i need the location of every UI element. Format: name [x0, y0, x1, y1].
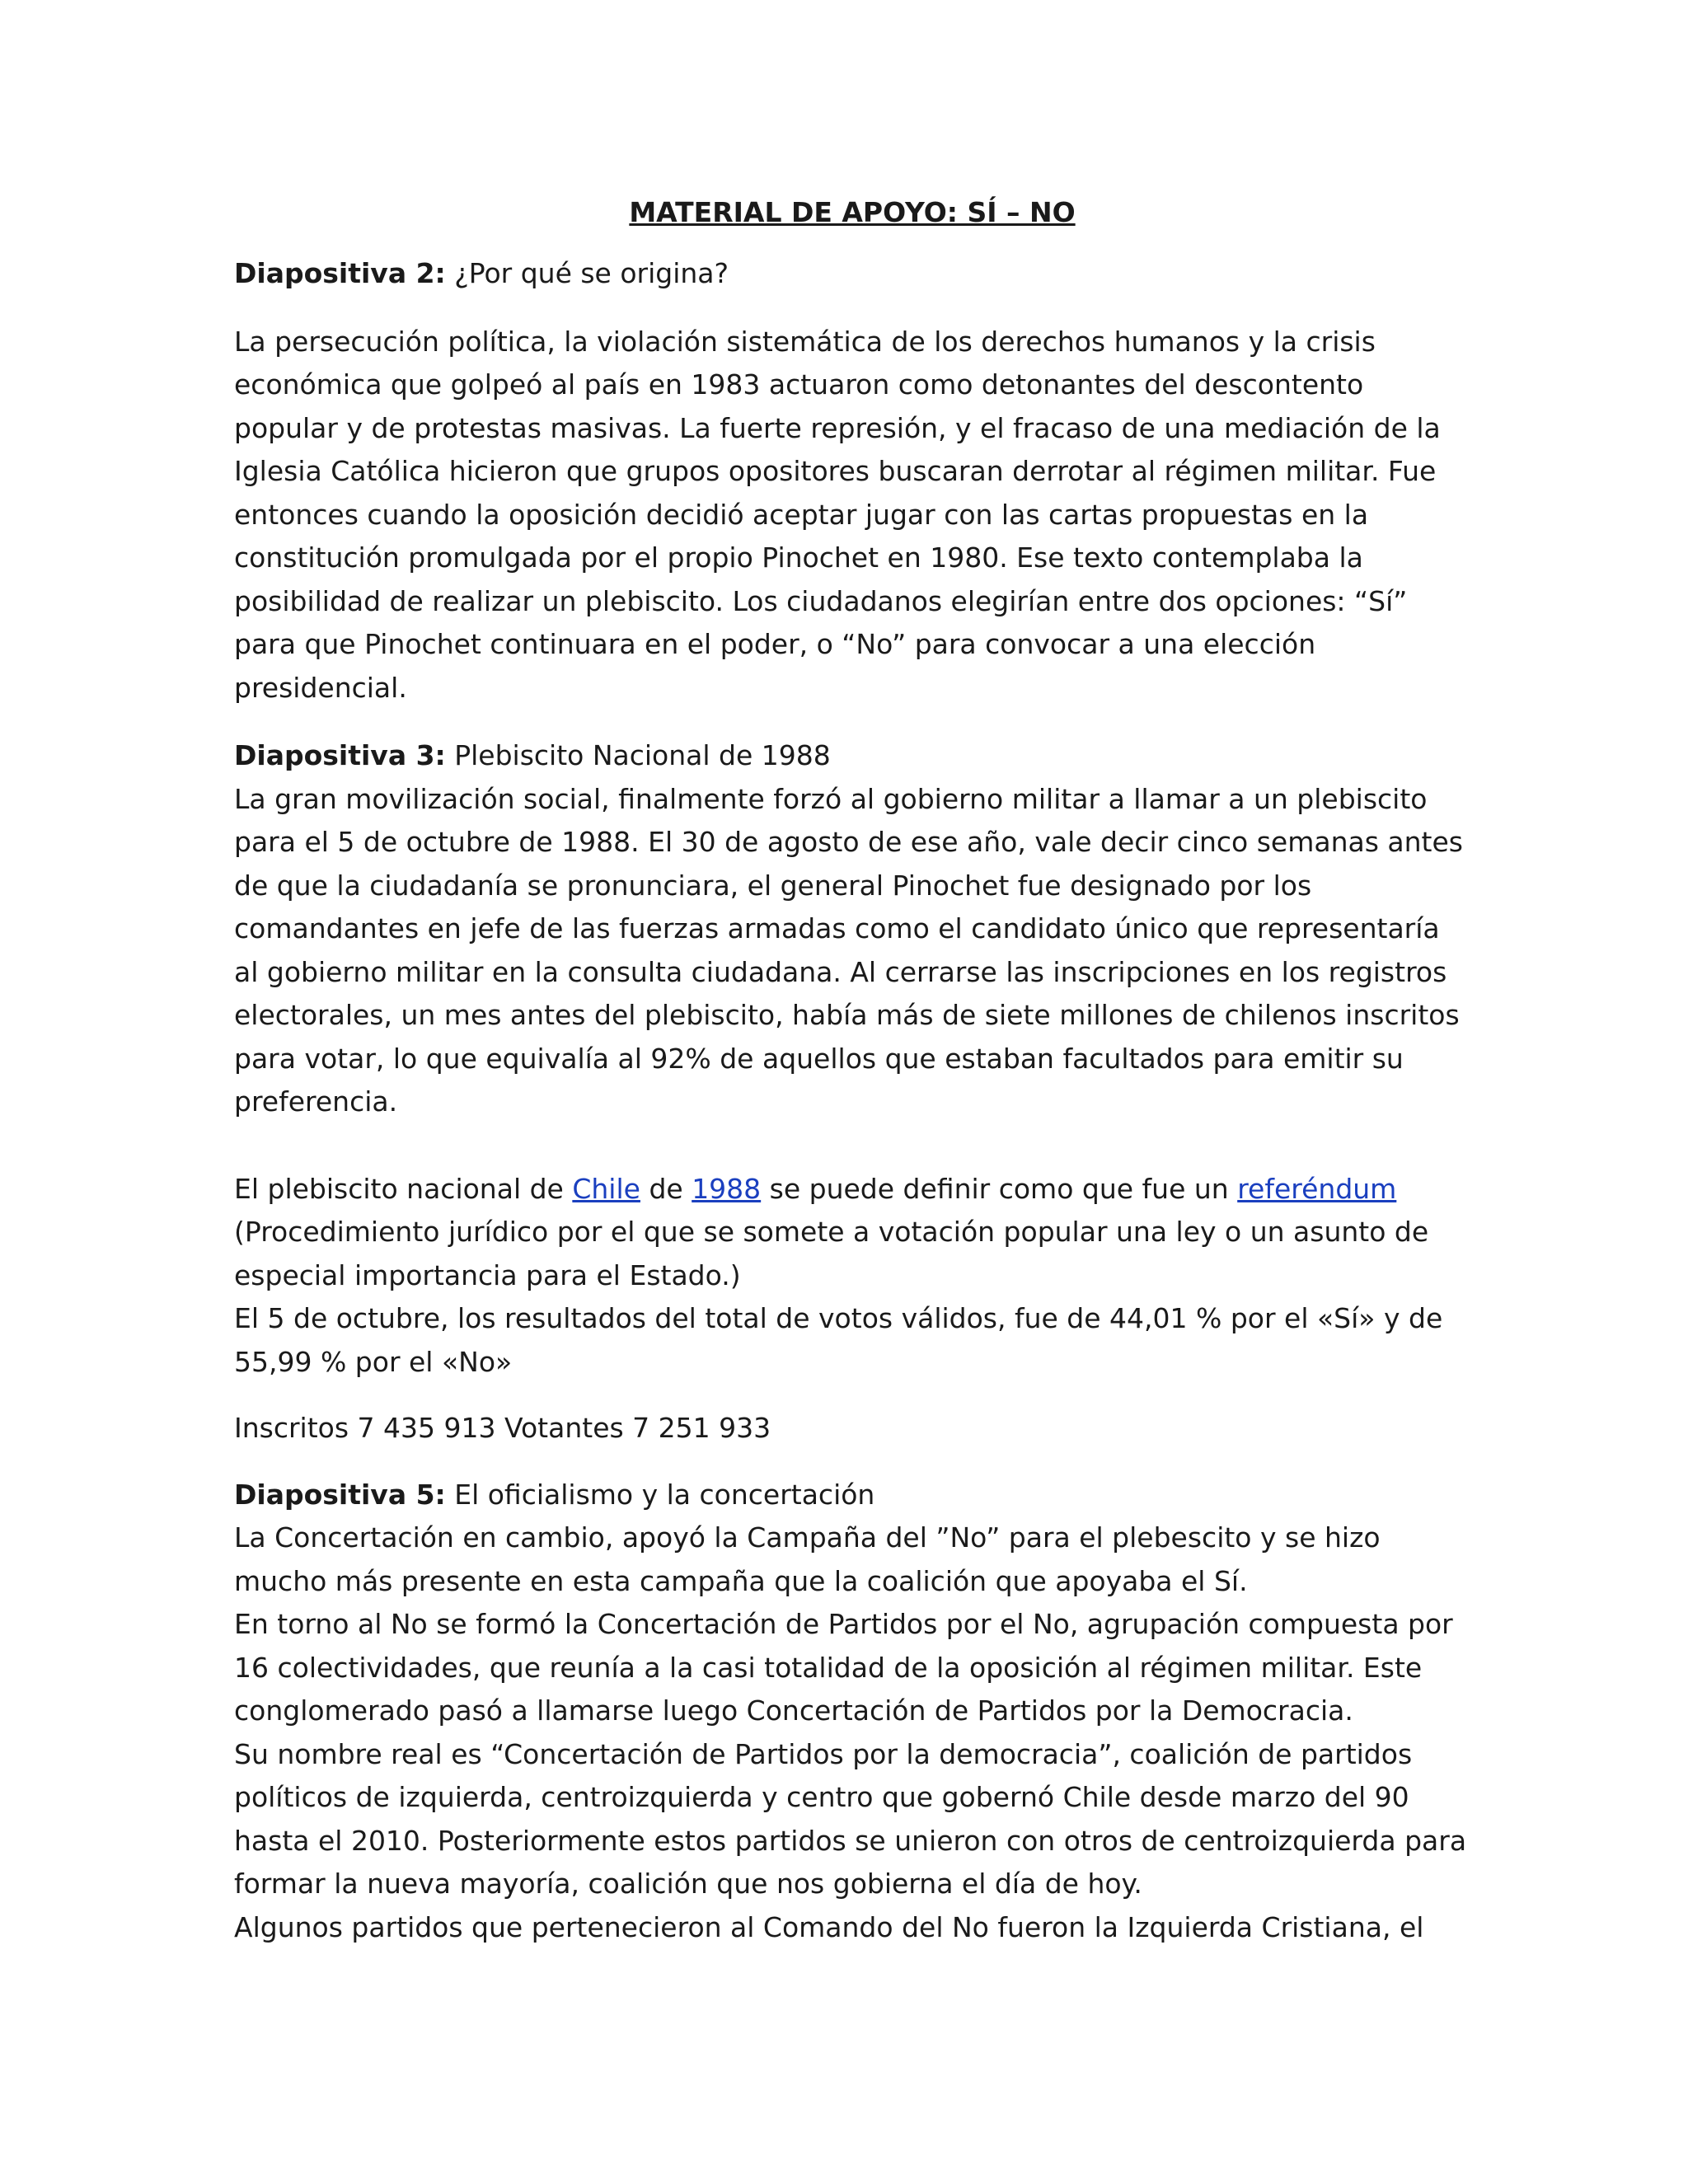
document-title: MATERIAL DE APOYO: SÍ – NO — [629, 196, 1076, 228]
slide3-label: Diapositiva 3: — [234, 739, 446, 771]
link-referendum[interactable]: referéndum — [1237, 1172, 1397, 1205]
definition-text-1: El plebiscito nacional de — [234, 1172, 573, 1205]
document-page — [234, 191, 1470, 1949]
definition-paragraph — [234, 1168, 1470, 1298]
results-paragraph: El 5 de octubre, los resultados del total de votos válidos, fue de 44,01 % por el «Sí» y de 55,99 % por el «No» — [234, 1302, 1443, 1378]
slide3-heading-text: Plebiscito Nacional de 1988 — [445, 739, 831, 771]
slide3-body: La gran movilización social, finalmente forzó al gobierno militar a llamar a un plebiscito para el 5 de octubre de 1988. El 30 de agosto de ese año, vale decir cinco semanas antes de que la ciudadanía se pronunciara, el general Pinochet fue designado por los comandantes en jefe de las fuerzas armadas como el candidato único que representaría al gobierno militar en la consulta ciudadana. Al cerrarse las inscripciones en los registros electorales, un mes antes del plebiscito, había más de siete millones de chilenos inscritos para votar, lo que equivalía al 92% de aquellos que estaban facultados para emitir su preferencia. — [234, 782, 1463, 1118]
slide5-paragraph-4: Algunos partidos que pertenecieron al Comando del No fueron la Izquierda Cristiana, el — [234, 1910, 1424, 1943]
slide5-paragraph-2: En torno al No se formó la Concertación de Partidos por el No, agrupación compuesta por 16 colectividades, que reunía a la casi totalidad de la oposición al régimen militar. Este conglomerado pasó a llamarse luego Concertación de Partidos por la Democracia. — [234, 1608, 1453, 1727]
definition-text-3: se puede definir como que fue un — [761, 1172, 1238, 1205]
slide5-heading — [234, 1474, 1470, 1517]
slide2-heading — [234, 252, 1470, 296]
slide2-label: Diapositiva 2: — [234, 257, 446, 289]
link-1988[interactable]: 1988 — [692, 1172, 762, 1205]
slide2-body: La persecución política, la violación sistemática de los derechos humanos y la crisis económica que golpeó al país en 1983 actuaron como detonantes del descontento popular y de protestas masivas. La fuerte represión, y el fracaso de una mediación de la Iglesia Católica hicieron que grupos opositores buscaran derrotar al régimen militar. Fue entonces cuando la oposición decidió aceptar jugar con las cartas propuestas en la constitución promulgada por el propio Pinochet en 1980. Ese texto contemplaba la posibilidad de realizar un plebiscito. Los ciudadanos elegirían entre dos opciones: “Sí” para que Pinochet continuara en el poder, o “No” para convocar a una elección presidencial. — [234, 325, 1441, 704]
slide3-heading — [234, 734, 1470, 778]
slide2-heading-text: ¿Por qué se origina? — [445, 257, 729, 289]
link-chile[interactable]: Chile — [572, 1172, 640, 1205]
definition-text-4: (Procedimiento jurídico por el que se somete a votación popular una ley o un asunto de especial importancia para el Estado.) — [234, 1216, 1429, 1291]
registered-voters: Inscritos 7 435 913 Votantes 7 251 933 — [234, 1412, 771, 1444]
slide5-heading-text: El oficialismo y la concertación — [445, 1478, 875, 1511]
definition-text-2: de — [640, 1172, 692, 1205]
slide5-paragraph-1: La Concertación en cambio, apoyó la Campaña del ”No” para el plebescito y se hizo mucho más presente en esta campaña que la coalición que apoyaba el Sí. — [234, 1521, 1381, 1597]
slide5-label: Diapositiva 5: — [234, 1478, 446, 1511]
slide5-paragraph-3: Su nombre real es “Concertación de Partidos por la democracia”, coalición de partidos políticos de izquierda, centroizquierda y centro que gobernó Chile desde marzo del 90 hasta el 2010. Posteriormente estos partidos se unieron con otros de centroizquierda para formar la nueva mayoría, coalición que nos gobierna el día de hoy. — [234, 1737, 1467, 1900]
